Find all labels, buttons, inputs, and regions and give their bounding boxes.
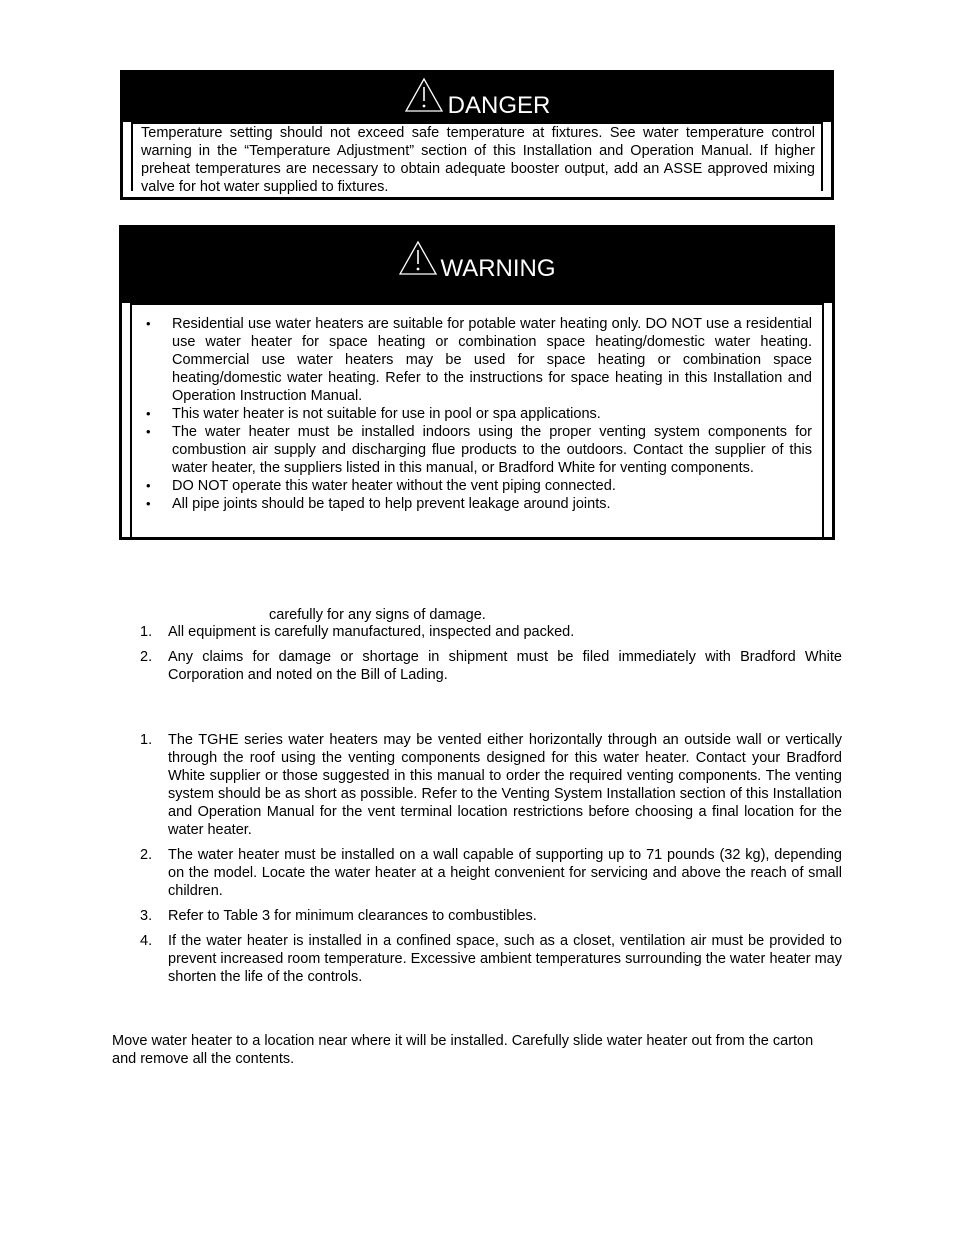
warning-header [122, 228, 832, 303]
danger-text: Temperature setting should not exceed safe temperature at fixtures. See water temperature control warning in the “Temperature Adjustment” section of this Installation and Operation Manual. If higher preheat temperatures are necessary to obtain adequate booster output, add an ASSE approved mixing valve for hot water supplied to fixtures. [141, 125, 815, 195]
danger-header [123, 73, 831, 122]
list-item: 3. Refer to Table 3 for minimum clearances to combustibles. [140, 908, 537, 924]
danger-box [120, 70, 834, 200]
inspection-intro: carefully for any signs of damage. [269, 607, 486, 623]
danger-title: DANGER [447, 92, 551, 119]
list-item: 2. Any claims for damage or shortage in shipment must be filed immediately with Bradford White Corporation and noted on the Bill of Lading. [140, 649, 842, 683]
inspection-list [138, 623, 842, 691]
warning-list [132, 315, 822, 513]
list-item: • Residential use water heaters are suitable for potable water heating only. DO NOT use a residential use water heater for space heating or combination space heating/domestic water heating. Commercial use water heaters may be used for space heating or combination space heating/domestic water heating. Refer to the instructions for space heating in this Installation and Operation Instruction Manual. [146, 316, 812, 404]
location-list [138, 731, 842, 993]
list-item: • All pipe joints should be taped to help prevent leakage around joints. [146, 496, 611, 512]
bullet-icon: • [146, 316, 151, 331]
warning-title: WARNING [440, 255, 556, 282]
list-item: • The water heater must be installed indoors using the proper venting system components for combustion air supply and discharging flue products to the outdoors. Contact the supplier of this water heater, the suppliers listed in this manual, or Bradford White for venting components. [146, 424, 812, 476]
unpacking-paragraph: Move water heater to a location near where it will be installed. Carefully slide water heater out from the carton and remove all the contents. [112, 1033, 814, 1067]
danger-message [131, 122, 823, 195]
warning-message [130, 303, 824, 537]
bullet-icon: • [146, 406, 151, 421]
warning-triangle-icon [398, 240, 438, 281]
bullet-icon: • [146, 424, 151, 439]
list-item: • DO NOT operate this water heater without the vent piping connected. [146, 478, 616, 494]
bullet-icon: • [146, 496, 151, 511]
list-item: 4. If the water heater is installed in a confined space, such as a closet, ventilation air must be provided to prevent increased room temperature. Excessive ambient temperatures surrounding the water heater may shorten the life of the controls. [140, 933, 842, 985]
bullet-icon: • [146, 478, 151, 493]
list-item: • This water heater is not suitable for use in pool or spa applications. [146, 406, 601, 422]
warning-box [119, 225, 835, 540]
warning-triangle-icon [404, 77, 444, 118]
list-item: 2. The water heater must be installed on a wall capable of supporting up to 71 pounds (32 kg), depending on the model. Locate the water heater at a height convenient for servicing and above the reach of small children. [140, 847, 842, 899]
list-item: 1. All equipment is carefully manufactured, inspected and packed. [140, 624, 575, 640]
list-item: 1. The TGHE series water heaters may be vented either horizontally through an outside wall or vertically through the roof using the venting components designed for this water heater. Contact your Bradford White supplier or those suggested in this manual to order the required venting components. The venting system should be as short as possible. Refer to the Venting System Installation section of this Installation and Operation Manual for the vent terminal location restrictions before choosing a final location for the water heater. [140, 732, 842, 838]
